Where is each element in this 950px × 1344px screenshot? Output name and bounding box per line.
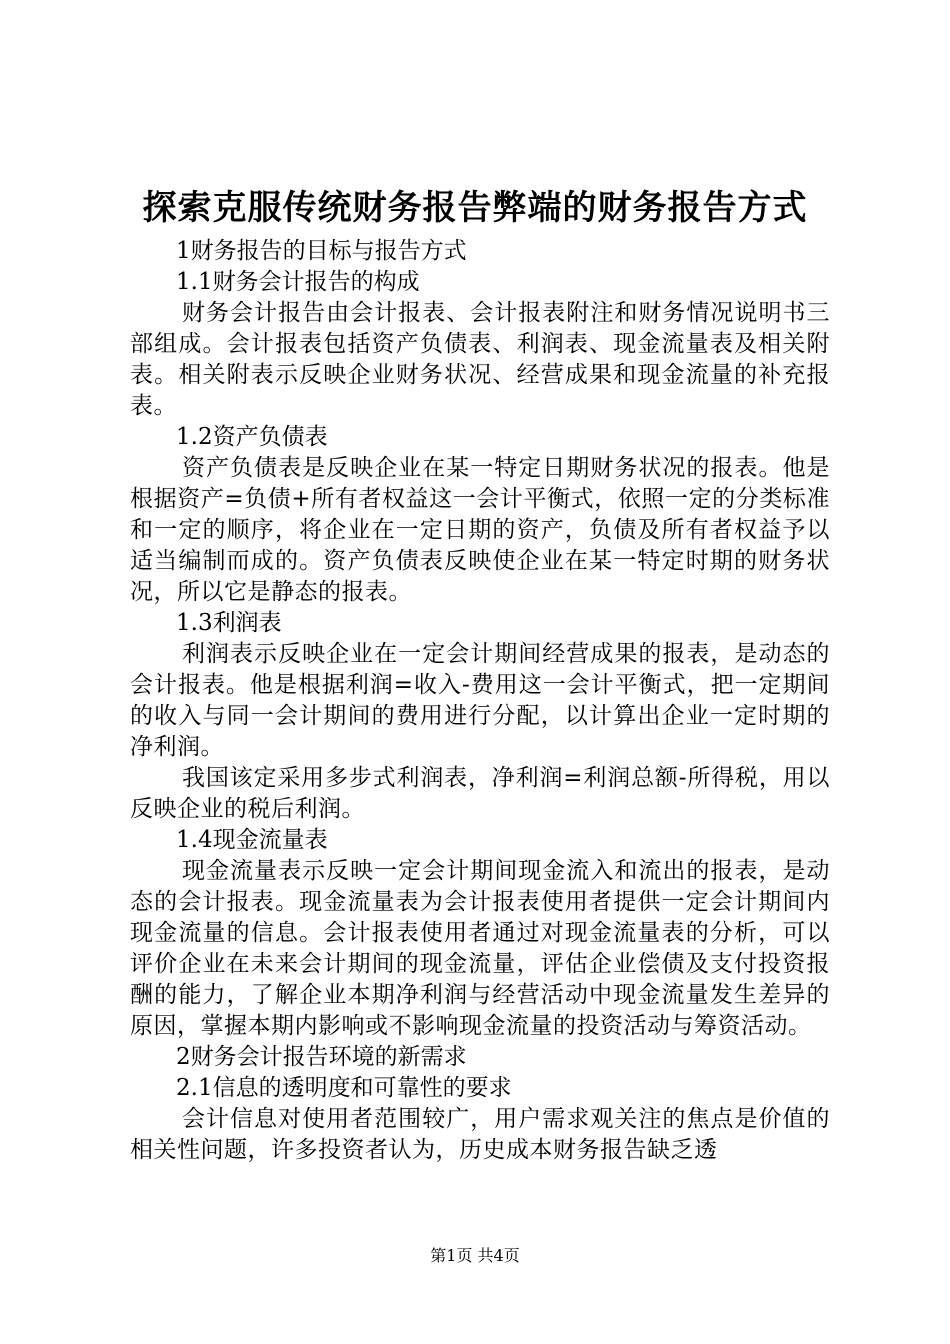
body-paragraph: 会计信息对使用者范围较广，用户需求观关注的焦点是价值的相关性问题，许多投资者认为，历史成本财务报告缺乏透 (130, 1106, 830, 1163)
section-heading: 1.4现金流量表 (176, 827, 328, 853)
body-paragraph: 我国该定采用多步式利润表，净利润=利润总额-所得税，用以反映企业的税后利润。 (130, 765, 830, 822)
body-paragraph: 资产负债表是反映企业在某一特定日期财务状况的报表。他是根据资产=负债+所有者权益这一会计平衡式，依照一定的分类标准和一定的顺序，将企业在一定日期的资产，负债及所有者权益予以适当编制而成的。资产负债表反映使企业在某一特定时期的财务状况，所以它是静态的报表。 (130, 455, 830, 605)
page-footer: 第1页 共4页 (430, 1246, 520, 1265)
section-heading: 1.1财务会计报告的构成 (176, 269, 420, 295)
body-paragraph: 财务会计报告由会计报表、会计报表附注和财务情况说明书三部组成。会计报表包括资产负债表、利润表、现金流量表及相关附表。相关附表示反映企业财务状况、经营成果和现金流量的补充报表。 (130, 300, 830, 419)
section-heading: 1财务报告的目标与报告方式 (176, 238, 467, 264)
body-paragraph: 现金流量表示反映一定会计期间现金流入和流出的报表，是动态的会计报表。现金流量表为会计报表使用者提供一定会计期间内现金流量的信息。会计报表使用者通过对现金流量表的分析，可以评价企业在未来会计期间的现金流量，评估企业偿债及支付投资报酬的能力，了解企业本期净利润与经营活动中现金流量发生差异的原因，掌握本期内影响或不影响现金流量的投资活动与筹资活动。 (130, 858, 830, 1039)
section-heading: 1.3利润表 (176, 610, 282, 636)
body-paragraph: 利润表示反映企业在一定会计期间经营成果的报表，是动态的会计报表。他是根据利润=收入-费用这一会计平衡式，把一定期间的收入与同一会计期间的费用进行分配，以计算出企业一定时期的净利润。 (130, 641, 830, 760)
document-body (130, 236, 830, 1166)
section-heading: 1.2资产负债表 (176, 424, 328, 450)
section-heading: 2财务会计报告环境的新需求 (176, 1044, 467, 1070)
section-heading: 2.1信息的透明度和可靠性的要求 (176, 1075, 512, 1101)
document-title: 探索克服传统财务报告弊端的财务报告方式 (142, 188, 808, 228)
